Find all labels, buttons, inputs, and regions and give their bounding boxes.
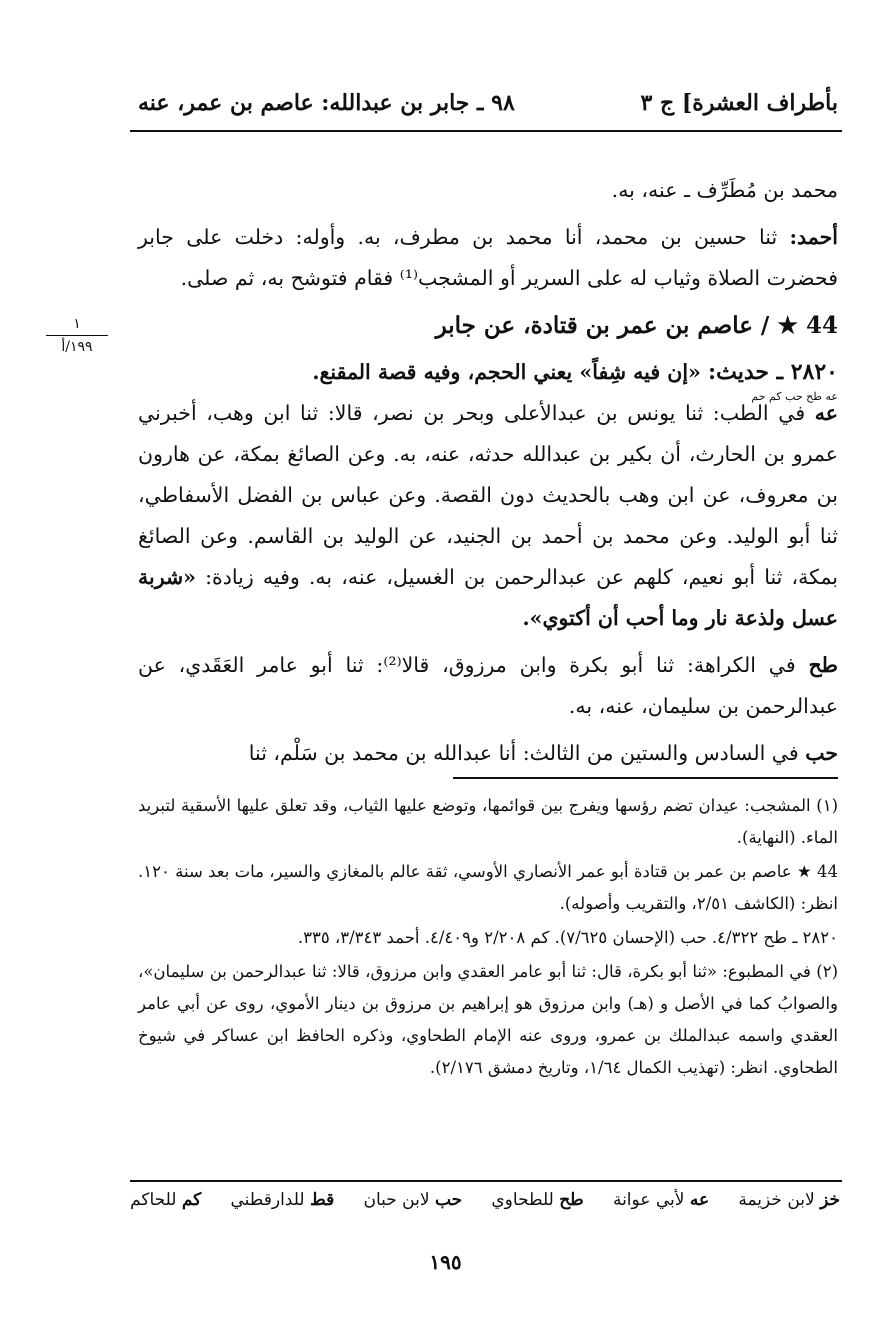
- footnote-rule: [453, 777, 838, 779]
- page-number: ١٩٥: [429, 1250, 462, 1274]
- paragraph-5-text: في السادس والستين من الثالث: أنا عبدالله بن محمد بن سَلْم، ثنا: [248, 741, 806, 765]
- legend-item: كم للحاكم: [130, 1190, 202, 1210]
- paragraph-3-quote: «شربة عسل ولذعة نار وما أحب أن أكتوي».: [138, 565, 838, 630]
- paragraph-1: محمد بن مُطَرِّف ـ عنه، به.: [611, 178, 838, 202]
- header-chapter: ٩٨ ـ جابر بن عبدالله: عاصم بن عمر، عنه: [138, 90, 515, 116]
- header-rule: [130, 130, 842, 132]
- main-text: [138, 170, 838, 780]
- source-siglum: أحمد:: [789, 225, 838, 249]
- paragraph-2: [138, 217, 838, 299]
- legend-item: طح للطحاوي: [491, 1190, 584, 1210]
- footnote-2: (٢) في المطبوع: «ثنا أبو بكرة، قال: ثنا أبو عامر العقدي وابن مرزوق، قالا: ثنا عبدالرحمن بن سليمان»، والصوابُ كما في الأصل و (هـ) وابن مرزوق هو إبراهيم بن مرزوق بن دينار الأموي، روى عن أبي عامر العقدي واسمه عبدالملك بن عمرو، وروى عنه الإمام الطحاوي، وذكره الحافظ ابن عساكر في شيوخ الطحاوي. انظر: (تهذيب الكمال ١/٦٤، وتاريخ دمشق ٢/١٧٦).: [138, 962, 838, 1077]
- margin-note-bottom: ١٩٩/أ: [61, 339, 93, 355]
- paragraph-2-text: ثنا حسين بن محمد، أنا محمد بن مطرف، به. وأوله: دخلت على جابر فحضرت الصلاة وثياب له على السرير أو المشجب⁽¹⁾ فقام فتوشح به، ثم صلى.: [138, 225, 838, 290]
- abbreviation-legend: [130, 1190, 840, 1230]
- legend-item: حب لابن حبان: [363, 1190, 463, 1210]
- paragraph-4: [138, 645, 838, 727]
- footnote-references: ٢٨٢٠ ـ طح ٤/٣٢٢. حب (الإحسان ٧/٦٢٥). كم ٢/٢٠٨ و٤/٤٠٩. أحمد ٣/٣٤٣، ٣٣٥.: [297, 928, 838, 947]
- source-siglum: طح: [808, 653, 838, 677]
- sigla-line: عه طح حب كم حم: [751, 390, 838, 403]
- footnote-narrator: 44 ★ عاصم بن عمر بن قتادة أبو عمر الأنصاري الأوسي، ثقة عالم بالمغازي والسير، مات بعد سنة ١٢٠. انظر: (الكاشف ٢/٥١، والتقريب وأصوله).: [138, 862, 838, 913]
- hadith-title: [138, 352, 838, 393]
- narrator-heading: 44 ★ / عاصم بن عمر بن قتادة، عن جابر: [435, 312, 838, 339]
- legend-item: خز لابن خزيمة: [738, 1190, 840, 1210]
- paragraph-5: [138, 733, 838, 774]
- footnote-1: (١) المشجب: عيدان تضم رؤسها ويفرج بين قوائمها، وتوضع عليها الثياب، وقد تعلق عليها الأسقية لتبريد الماء. (النهاية).: [138, 796, 838, 847]
- legend-rule: [130, 1180, 842, 1182]
- margin-note-top: ١: [73, 316, 81, 332]
- paragraph-3: [138, 390, 838, 639]
- hadith-title-text: «إن فيه شِفاً» يعني الحجم، وفيه قصة المقنع.: [312, 360, 708, 384]
- legend-item: عه لأبي عوانة: [612, 1190, 710, 1210]
- margin-note-divider: [46, 335, 108, 336]
- source-siglum: عه: [814, 401, 838, 425]
- margin-folio-note: [38, 315, 116, 356]
- running-header: [138, 84, 838, 124]
- header-volume: بأطراف العشرة] ج ٣: [640, 90, 838, 116]
- legend-item: قط للدارقطني: [230, 1190, 335, 1210]
- paragraph-3-text: في الطب: ثنا يونس بن عبدالأعلى وبحر بن نصر، قالا: ثنا ابن وهب، أخبرني عمرو بن الحارث، أن بكير بن عبدالله حدثه، عنه، به. وعن الصائغ بمكة، عن هارون بن معروف، عن ابن وهب بالحديث دون القصة. وعن عباس بن الفضل الأسفاطي، ثنا أبو الوليد. وعن محمد بن أحمد بن الجنيد، عن الوليد بن القاسم. وعن الصائغ بمكة، ثنا أبو نعيم، كلهم عن عبدالرحمن بن الغسيل، عنه، به. وفيه زيادة:: [138, 401, 838, 589]
- hadith-number: ٢٨٢٠ ـ حديث:: [707, 359, 838, 385]
- footnotes: [138, 790, 838, 1086]
- paragraph-4-text: في الكراهة: ثنا أبو بكرة وابن مرزوق، قالا⁽²⁾: ثنا أبو عامر العَقَدي، عن عبدالرحمن بن سليمان، عنه، به.: [138, 653, 838, 718]
- source-siglum: حب: [805, 741, 838, 765]
